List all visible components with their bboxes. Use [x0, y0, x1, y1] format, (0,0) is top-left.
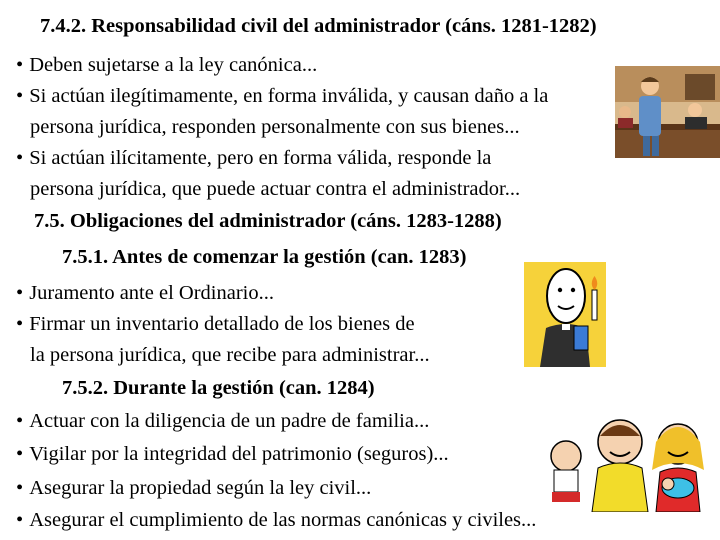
- bullet-text: Firmar un inventario detallado de los bienes de: [29, 313, 415, 335]
- bullet-text: Si actúan ilícitamente, pero en forma válida, responde la: [29, 147, 492, 169]
- subsection-heading: 7.5.1. Antes de comenzar la gestión (can. 1283): [62, 246, 467, 268]
- bullet-marker: •: [16, 282, 24, 304]
- bullet-item: [16, 53, 317, 77]
- bullet-marker: •: [16, 313, 24, 335]
- bullet-text: Vigilar por la integridad del patrimonio (seguros)...: [29, 443, 449, 465]
- bullet-item: [16, 442, 449, 466]
- bullet-marker: •: [16, 477, 24, 499]
- bullet-item: [16, 409, 429, 433]
- bullet-item: [16, 508, 536, 532]
- bullet-text: Juramento ante el Ordinario...: [29, 282, 274, 304]
- courtroom-illustration: [615, 66, 720, 158]
- bullet-marker: •: [16, 54, 24, 76]
- bullet-marker: •: [16, 509, 24, 531]
- bullet-item: [16, 84, 548, 108]
- bullet-item: [16, 146, 491, 170]
- bullet-continuation: persona jurídica, responden personalmente con sus bienes...: [30, 116, 520, 138]
- bullet-item: [16, 476, 371, 500]
- bullet-item: [16, 281, 274, 305]
- bullet-text: Actuar con la diligencia de un padre de familia...: [29, 410, 430, 432]
- bullet-marker: •: [16, 147, 24, 169]
- family-illustration: [528, 412, 720, 512]
- bullet-continuation: persona jurídica, que puede actuar contra el administrador...: [30, 178, 521, 200]
- bullet-text: Asegurar el cumplimiento de las normas canónicas y civiles...: [29, 509, 537, 531]
- bullet-marker: •: [16, 85, 24, 107]
- subsection-heading: 7.5.2. Durante la gestión (can. 1284): [62, 377, 375, 399]
- bullet-marker: •: [16, 443, 24, 465]
- slide-heading: 7.4.2. Responsabilidad civil del administrador (cáns. 1281-1282): [40, 15, 597, 37]
- section-heading: 7.5. Obligaciones del administrador (cáns. 1283-1288): [34, 210, 502, 232]
- bullet-item: [16, 312, 415, 336]
- person-with-candle-illustration: [524, 262, 606, 367]
- bullet-marker: •: [16, 410, 24, 432]
- bullet-text: Deben sujetarse a la ley canónica...: [29, 54, 318, 76]
- bullet-text: Si actúan ilegítimamente, en forma inválida, y causan daño a la: [29, 85, 549, 107]
- bullet-text: Asegurar la propiedad según la ley civil...: [29, 477, 372, 499]
- bullet-continuation: la persona jurídica, que recibe para administrar...: [30, 344, 430, 366]
